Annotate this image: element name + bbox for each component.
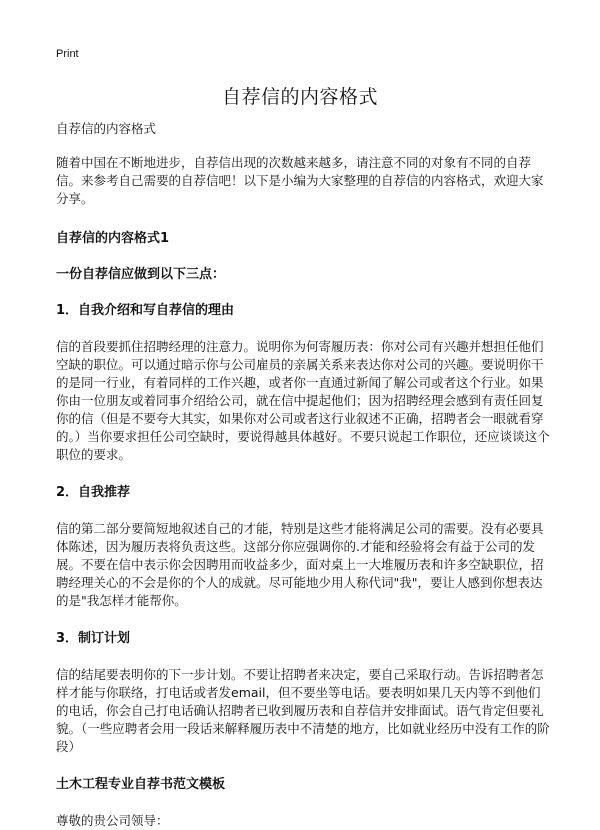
point-2-paragraph: 信的第二部分要简短地叙述自己的才能，特别是这些才能将满足公司的需要。没有必要具体陈述，因为履历表将负责这些。这部分你应强调你的.才能和经验将会有益于公司的发展。不要在信中表示你会因聘用而收益多少，面对桌上一大堆履历表和许多空缺职位，招聘经理关心的不会是你的个人的成就。尽可能地少用人称代词"我"，要让人感到你想表达的是"我怎样才能帮你。 (56, 521, 544, 608)
point-3-heading: 3．制订计划 (56, 631, 131, 646)
section-heading-2: 一份自荐信应做到以下三点： (56, 267, 226, 282)
document-body (56, 120, 550, 830)
intro-paragraph: 随着中国在不断地进步，自荐信出现的次数越来越多，请注意不同的对象有不同的自荐信。来参考自己需要的自荐信吧！以下是小编为大家整理的自荐信的内容格式，欢迎大家分享。 (56, 155, 544, 206)
document-subtitle: 自荐信的内容格式 (56, 121, 157, 136)
salutation: 尊敬的贵公司领导： (56, 813, 169, 828)
section-heading-1: 自荐信的内容格式1 (56, 231, 170, 246)
point-1-heading: 1．自我介绍和写自荐信的理由 (56, 303, 235, 318)
point-1-paragraph: 信的首段要抓住招聘经理的注意力。说明你为何寄履历表：你对公司有兴趣并想担任他们空缺的职位。可以通过暗示你与公司雇员的亲属关系来表达你对公司的兴趣。要说明你干的是同一行业，有着同样的工作兴趣，或者你一直通过新闻了解公司或者这个行业。如果你由一位朋友或着同事介绍给公司，就在信中提起他们；因为招聘经理会感到有责任回复你的信（但是不要夸大其实，如果你对公司或者这行业叙述不正确，招聘者会一眼就看穿的。）当你要求担任公司空缺时，要说得越具体越好。不要只说起工作职位，还应谈谈这个职位的要求。 (56, 339, 550, 462)
page-title: 自荐信的内容格式 (221, 86, 378, 108)
print-link[interactable]: Print (56, 48, 79, 60)
point-2-heading: 2．自我推荐 (56, 485, 131, 500)
point-3-paragraph: 信的结尾要表明你的下一步计划。不要让招聘者来决定，要自己采取行动。告诉招聘者怎样才能与你联络，打电话或者发email，但不要坐等电话。要表明如果几天内等不到他们的电话，你会自己打电话确认招聘者已收到履历表和自荐信并安排面试。语气肯定但要礼貌。（一些应聘者会用一段话来解释履历表中不清楚的地方，比如就业经历中没有工作的阶段） (56, 667, 550, 754)
section-heading-3: 土木工程专业自荐书范文模板 (56, 777, 226, 792)
